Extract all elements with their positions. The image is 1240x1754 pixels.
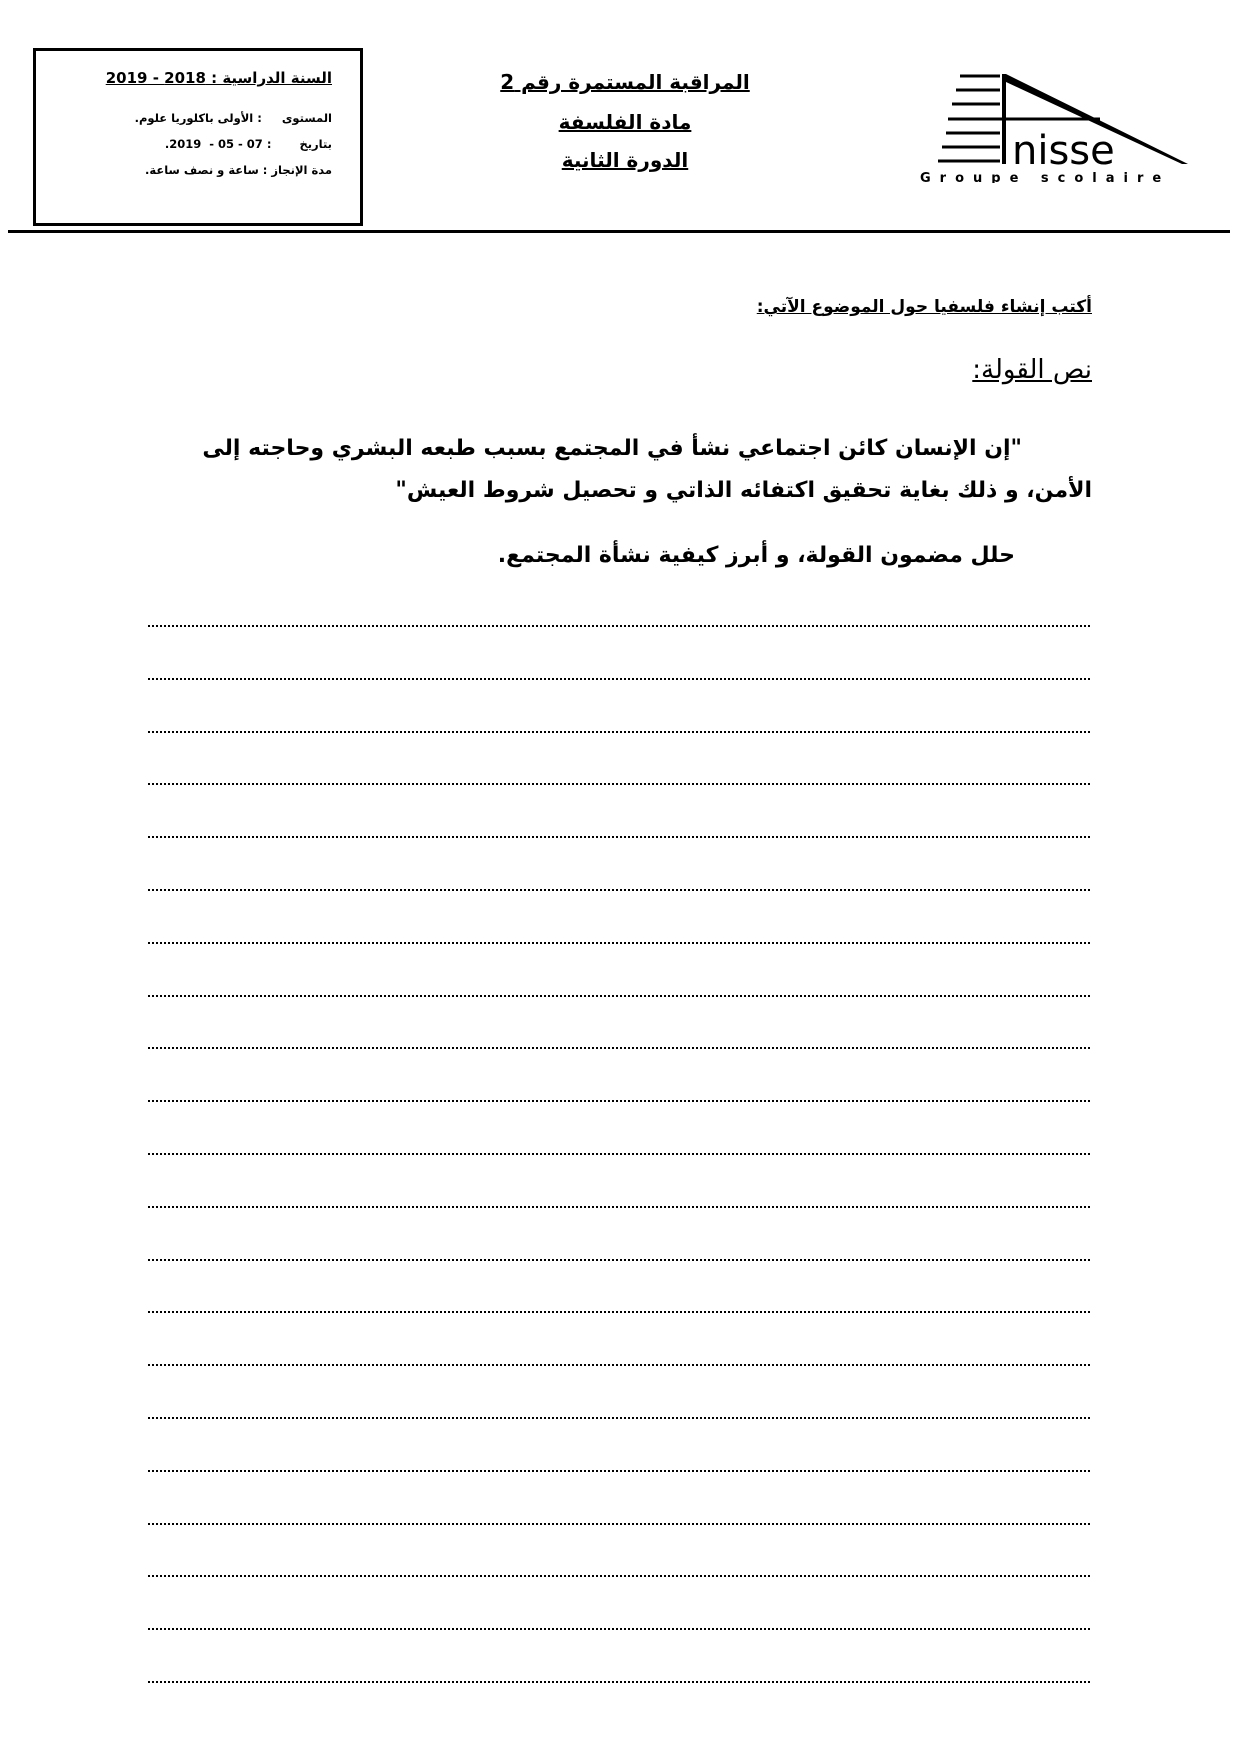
answer-line — [148, 625, 1090, 627]
level: المستوى : الأولى باكلوريا علوم. — [134, 111, 332, 125]
answer-line — [148, 1470, 1090, 1472]
duration: مدة الإنجاز : ساعة و نصف ساعة. — [145, 163, 332, 177]
answer-line — [148, 1047, 1090, 1049]
answer-line — [148, 1311, 1090, 1313]
exam-date: بتاريخ : 07 - 05 - 2019. — [164, 137, 332, 151]
instruction: أكتب إنشاء فلسفيا حول الموضوع الآتي: — [756, 297, 1092, 317]
svg-text:nisse: nisse — [1012, 128, 1115, 174]
answer-line — [148, 889, 1090, 891]
quote-text: "إن الإنسان كائن اجتماعي نشأ في المجتمع بسبب طبعه البشري وحاجته إلى الأمن، و ذلك بغاية تحقيق اكتفائه الذاتي و تحصيل شروط العيش" — [202, 436, 1092, 503]
exam-title: المراقبة المستمرة رقم 2 — [500, 70, 750, 94]
answer-line — [148, 1259, 1090, 1261]
answer-line — [148, 836, 1090, 838]
answer-line — [148, 731, 1090, 733]
answer-line — [148, 1681, 1090, 1683]
answer-line — [148, 942, 1090, 944]
answer-line — [148, 1628, 1090, 1630]
task: حلل مضمون القولة، و أبرز كيفية نشأة المجتمع. — [497, 543, 1015, 568]
answer-line — [148, 1364, 1090, 1366]
quote-heading: نص القولة: — [972, 355, 1092, 385]
answer-line — [148, 783, 1090, 785]
info-box — [33, 48, 363, 226]
school-logo — [920, 68, 1210, 183]
header-divider — [8, 230, 1230, 233]
svg-text:Groupe scolaire: Groupe scolaire — [920, 171, 1171, 183]
answer-line — [148, 1417, 1090, 1419]
session: الدورة الثانية — [561, 148, 689, 172]
answer-line — [148, 1575, 1090, 1577]
answer-line — [148, 1206, 1090, 1208]
answer-line — [148, 1100, 1090, 1102]
answer-line — [148, 1153, 1090, 1155]
answer-line — [148, 678, 1090, 680]
subject: مادة الفلسفة — [558, 110, 692, 134]
school-year: السنة الدراسية : 2018 - 2019 — [105, 69, 332, 87]
answer-line — [148, 1523, 1090, 1525]
answer-line — [148, 995, 1090, 997]
